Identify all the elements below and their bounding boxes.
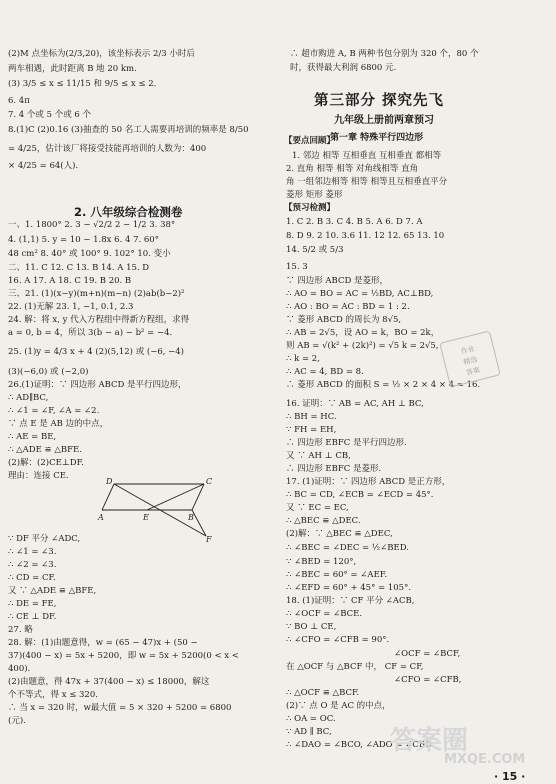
right-text-line: ∵ ∠BED = 120°,	[286, 557, 357, 567]
sub-title: 九年级上册前两章预习	[334, 115, 434, 126]
left-text-line: 48 cm² 8. 40° 或 100° 9. 102° 10. 变小	[8, 249, 171, 259]
right-text-line: 则 AB = √(k² + (2k)²) = √5 k = 2√5,	[286, 341, 439, 351]
right-text-line: ∵ 四边形 ABCD 是菱形，	[286, 276, 388, 286]
left-text-line: 4. (1,1) 5. y = 10 − 1.8x 6. 4 7. 60°	[8, 235, 159, 245]
right-text-line: 17. (1)证明：∵ 四边形 ABCD 是正方形，	[286, 477, 451, 487]
left-text-line: 6. 4π	[8, 96, 30, 106]
geometry-figure	[100, 478, 240, 544]
left-text-line: 理由：连接 CE.	[8, 471, 69, 481]
left-text-line: 27. 略	[8, 625, 33, 635]
left-text-line: ∵ DF 平分 ∠ADC,	[8, 534, 81, 544]
right-text-line: ∴ AO = BO = AC = ½BD, AC⊥BD,	[286, 289, 434, 299]
left-text-line: × 4/25 = 64(人).	[8, 161, 79, 171]
left-text-line: ∴ AD∥BC,	[8, 393, 49, 403]
part-title: 第三部分 探究先飞	[314, 93, 445, 109]
left-text-line: ∴ CD = CF.	[8, 573, 56, 583]
left-text-line: 又 ∵ △ADE ≌ △BFE,	[8, 586, 97, 596]
right-text-line: ∴ △OCF ≌ △BCF.	[286, 688, 360, 698]
watermark: 答案圈	[390, 726, 469, 756]
right-text-line: ∠OCF = ∠BCF,	[394, 649, 461, 659]
left-text-line: 一、1. 1800° 2. 3 − √2/2 2 − 1/2 3. 38°	[8, 220, 176, 230]
right-text-line: 14. 5/2 或 5/3	[286, 245, 344, 255]
right-text-line: 8. D 9. 2 10. 3.6 11. 12 12. 65 13. 10	[286, 231, 445, 241]
left-text-line: 个不等式，得 x ≤ 320.	[8, 690, 98, 700]
right-text-line: 1. 邻边 相等 互相垂直 互相垂直 都相等	[292, 151, 442, 161]
right-text-line: ∴ AC = 4, BD = 8.	[286, 367, 364, 377]
left-text-line: (2)M 点坐标为(2/3,20)，该坐标表示 2/3 小时后	[8, 49, 195, 59]
right-text-line: ∴ AB = 2√5，设 AO = k，BO = 2k，	[286, 328, 440, 338]
left-text-line: ∴ ∠1 = ∠3.	[8, 547, 57, 557]
left-text-line: 24. 解：将 x, y 代入方程组中得新方程组，求得	[8, 315, 190, 325]
right-text-line: ∠CFO = ∠CFB,	[394, 675, 462, 685]
chapter-title: 第一章 特殊平行四边形	[330, 133, 424, 143]
right-text-line: 16. 证明：∵ AB = AC, AH ⊥ BC,	[286, 399, 424, 409]
left-text-line: ∴ ∠1 = ∠F, ∠A = ∠2.	[8, 406, 100, 416]
left-text-line: ∴ ∠2 = ∠3.	[8, 560, 57, 570]
left-text-line: 两车相遇，此时距离 B 地 20 km.	[8, 64, 137, 74]
right-text-line: ∵ BO ⊥ CE,	[286, 622, 337, 632]
left-text-line: 7. 4 个或 5 个或 6 个	[8, 110, 92, 120]
right-text-line: ∴ OA = OC.	[286, 714, 336, 724]
left-text-line: ∵ 点 E 是 AB 边的中点，	[8, 419, 109, 429]
left-text-line: ∴ △ADE ≌ △BFE.	[8, 445, 82, 455]
left-text-line: 8.(1)C (2)0.16 (3)抽查的 50 名工人需要再培训的频率是 8/50	[8, 125, 249, 135]
left-text-line: a = 0, b = 4，所以 3(b − a) − b² = −4.	[8, 328, 173, 338]
right-text-line: (2)解：∵ △BEC ≌ △DEC,	[286, 529, 393, 539]
right-text-line: 又 ∵ EC = EC,	[286, 503, 349, 513]
right-text-line: ∴ 菱形 ABCD 的面积 S = ½ × 2 × 4 × 4 = 16.	[286, 380, 481, 390]
right-text-line: ∴ 四边形 EBFC 是菱形.	[286, 464, 382, 474]
right-text-line: ∴ ∠CFO = ∠CFB = 90°.	[286, 635, 390, 645]
left-text-line: 25. (1)y = 4/3 x + 4 (2)(5,12) 或 (−6, −4)	[8, 347, 184, 357]
left-text-line: 三、21. (1)(x−y)(m+n)(m−n) (2)ab(b−2)²	[8, 289, 185, 299]
right-text-line: 菱形 矩形 菱形	[286, 190, 343, 200]
left-text-line: 二、11. C 12. C 13. B 14. A 15. D	[8, 263, 150, 273]
right-text-line: ∴ AO : BO = AC : BD = 1 : 2.	[286, 302, 410, 312]
right-text-line: 2. 直角 相等 相等 对角线相等 直角	[286, 164, 419, 174]
right-text-line: ∴ ∠BEC = 60° = ∠AEF.	[286, 570, 388, 580]
left-text-line: ∴ DE = FE,	[8, 599, 57, 609]
left-text-line: 26.(1)证明：∵ 四边形 ABCD 是平行四边形，	[8, 380, 187, 390]
right-text-line: 18. (1)证明：∵ CF 平分 ∠ACB,	[286, 596, 415, 606]
right-text-line: ∴ ∠DAO = ∠BCO, ∠ADO = ∠CBO.	[286, 740, 435, 750]
label-B: B	[188, 513, 194, 522]
right-text-line: ∴ ∠OCF = ∠BCE.	[286, 609, 363, 619]
right-text-line: 15. 3	[286, 262, 308, 272]
left-text-line: 22. (1)无解 23. 1, −1, 0.1, 2.3	[8, 302, 134, 312]
left-text-line: = 4/25，估计该厂将接受技能再培训的人数为：400	[8, 144, 207, 154]
section-title-grade8: 2. 八年级综合检测卷	[74, 205, 183, 219]
right-text-line: ∴ △BEC ≌ △DEC.	[286, 516, 361, 526]
right-text-line: ∴ ∠BEC = ∠DEC = ½∠BED.	[286, 543, 409, 553]
left-text-line: 28. 解：(1)由题意得，w = (65 − 47)x + (50 −	[8, 638, 198, 648]
left-text-line: (3)(−6,0) 或 (−2,0)	[8, 367, 89, 377]
page-number: · 15 ·	[494, 770, 526, 783]
left-text-line: ∴ CE ⊥ DF.	[8, 612, 57, 622]
left-text-line: ∴ AE = BE,	[8, 432, 57, 442]
label-F: F	[206, 535, 212, 544]
right-text-line: ∵ AD ∥ BC,	[286, 727, 332, 737]
right-text-line: 【要点回顾】	[284, 136, 336, 146]
left-text-line: (3) 3/5 ≤ x ≤ 11/15 和 9/5 ≤ x ≤ 2.	[8, 79, 157, 89]
right-text-line: 【预习检测】	[284, 203, 336, 213]
right-text-line: 又 ∵ AH ⊥ CB,	[286, 451, 351, 461]
right-text-line: 时，获得最大利润 6800 元.	[290, 63, 397, 73]
stamp-seal: 作业 精选 答案	[439, 330, 501, 387]
left-text-line: (2)解：(2)CE⊥DF.	[8, 458, 84, 468]
label-A: A	[98, 513, 104, 522]
label-D: D	[106, 477, 113, 486]
right-text-line: 在 △OCF 与 △BCF 中， CF = CF,	[286, 662, 424, 672]
right-text-line: ∴ k = 2,	[286, 354, 320, 364]
right-text-line: ∴ 四边形 EBFC 是平行四边形.	[286, 438, 407, 448]
right-text-line: ∴ ∠EFD = 60° + 45° = 105°.	[286, 583, 412, 593]
left-text-line: 37)(400 − x) = 5x + 5200，即 w = 5x + 5200(0 < x <	[8, 651, 239, 661]
right-text-line: ∴ BC = CD, ∠ECB = ∠ECD = 45°.	[286, 490, 434, 500]
right-text-line: 角 一组邻边相等 相等 相等且互相垂直平分	[286, 177, 448, 187]
label-E: E	[143, 513, 149, 522]
right-text-line: ∴ BH = HC.	[286, 412, 337, 422]
right-text-line: ∵ FH = EH,	[286, 425, 337, 435]
right-text-line: (2)∵ 点 O 是 AC 的中点，	[286, 701, 391, 711]
left-text-line: 400).	[8, 664, 31, 674]
label-C: C	[206, 477, 213, 486]
left-text-line: (2)由题意，得 47x + 37(400 − x) ≤ 18000，解这	[8, 677, 210, 687]
right-text-line: 1. C 2. B 3. C 4. B 5. A 6. D 7. A	[286, 217, 423, 227]
left-text-line: ∴ 当 x = 320 时，w最大值 = 5 × 320 + 5200 = 6800	[8, 703, 232, 713]
watermark-url: MXQE.COM	[444, 752, 526, 767]
left-text-line: 16. A 17. A 18. C 19. B 20. B	[8, 276, 132, 286]
right-text-line: ∵ 菱形 ABCD 的周长为 8√5,	[286, 315, 402, 325]
right-text-line: ∴ 超市购进 A, B 两种书包分别为 320 个，80 个	[290, 49, 479, 59]
left-text-line: (元).	[8, 716, 26, 726]
